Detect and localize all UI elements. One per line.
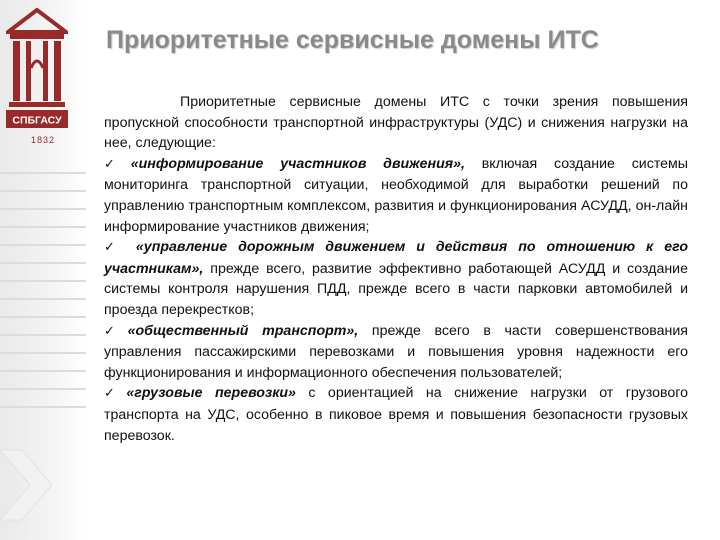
checkmark-icon: ✓ [104,156,128,172]
intro-paragraph: Приоритетные сервисные домены ИТС с точки зрения повышения пропускной способности транспортной инфраструктуры (УДС) и снижения нагрузки на нее, следующие: [104,94,688,152]
item-3-text: прежде всего в части совершенствования управления пассажирскими перевозками и повышения уровня надежности его функционирования и информационного обеспечения пользователей; [104,322,688,381]
item-3-heading: «общественный транспорт», [127,322,359,339]
item-4-text: с ориентацией на снижение нагрузки от грузового транспорта на УДС, особенно в пиковое время и повышения безопасности грузовых перевозок. [104,385,688,444]
item-1-text: включая создание системы мониторинга транспортной ситуации, необходимой для выработки решений по управлению транспортным комплексом, развития и функционирования АСУДД, он-лайн информирование участников движения; [104,155,688,235]
item-4-heading: «грузовые перевозки» [126,385,296,402]
logo-abbr: СПБГАСУ [12,114,62,127]
checkmark-icon: ✓ [104,323,125,339]
building-emblem-icon [6,8,68,130]
page-title: Приоритетные сервисные домены ИТС [106,26,599,54]
list-item-3 [104,321,688,384]
checkmark-icon: ✓ [104,240,122,256]
item-2-heading: «управление дорожным движением и действия по отношению к его участникам», [104,239,688,277]
item-2-text: прежде всего, развитие эффективно работающей АСУДД и создание системы контроля нарушения ПДД, прежде всего в части парковки автомобилей и проезда перекрестков; [104,260,688,318]
list-item-4 [104,383,688,446]
item-1-heading: «информирование участников движения», [130,155,465,172]
body-text [104,92,688,446]
checkmark-icon: ✓ [104,386,124,402]
decorative-arrows [0,430,60,540]
list-item-2 [104,237,688,320]
logo-year: 1832 [30,135,56,145]
university-logo [6,8,68,148]
list-item-1 [104,154,688,237]
